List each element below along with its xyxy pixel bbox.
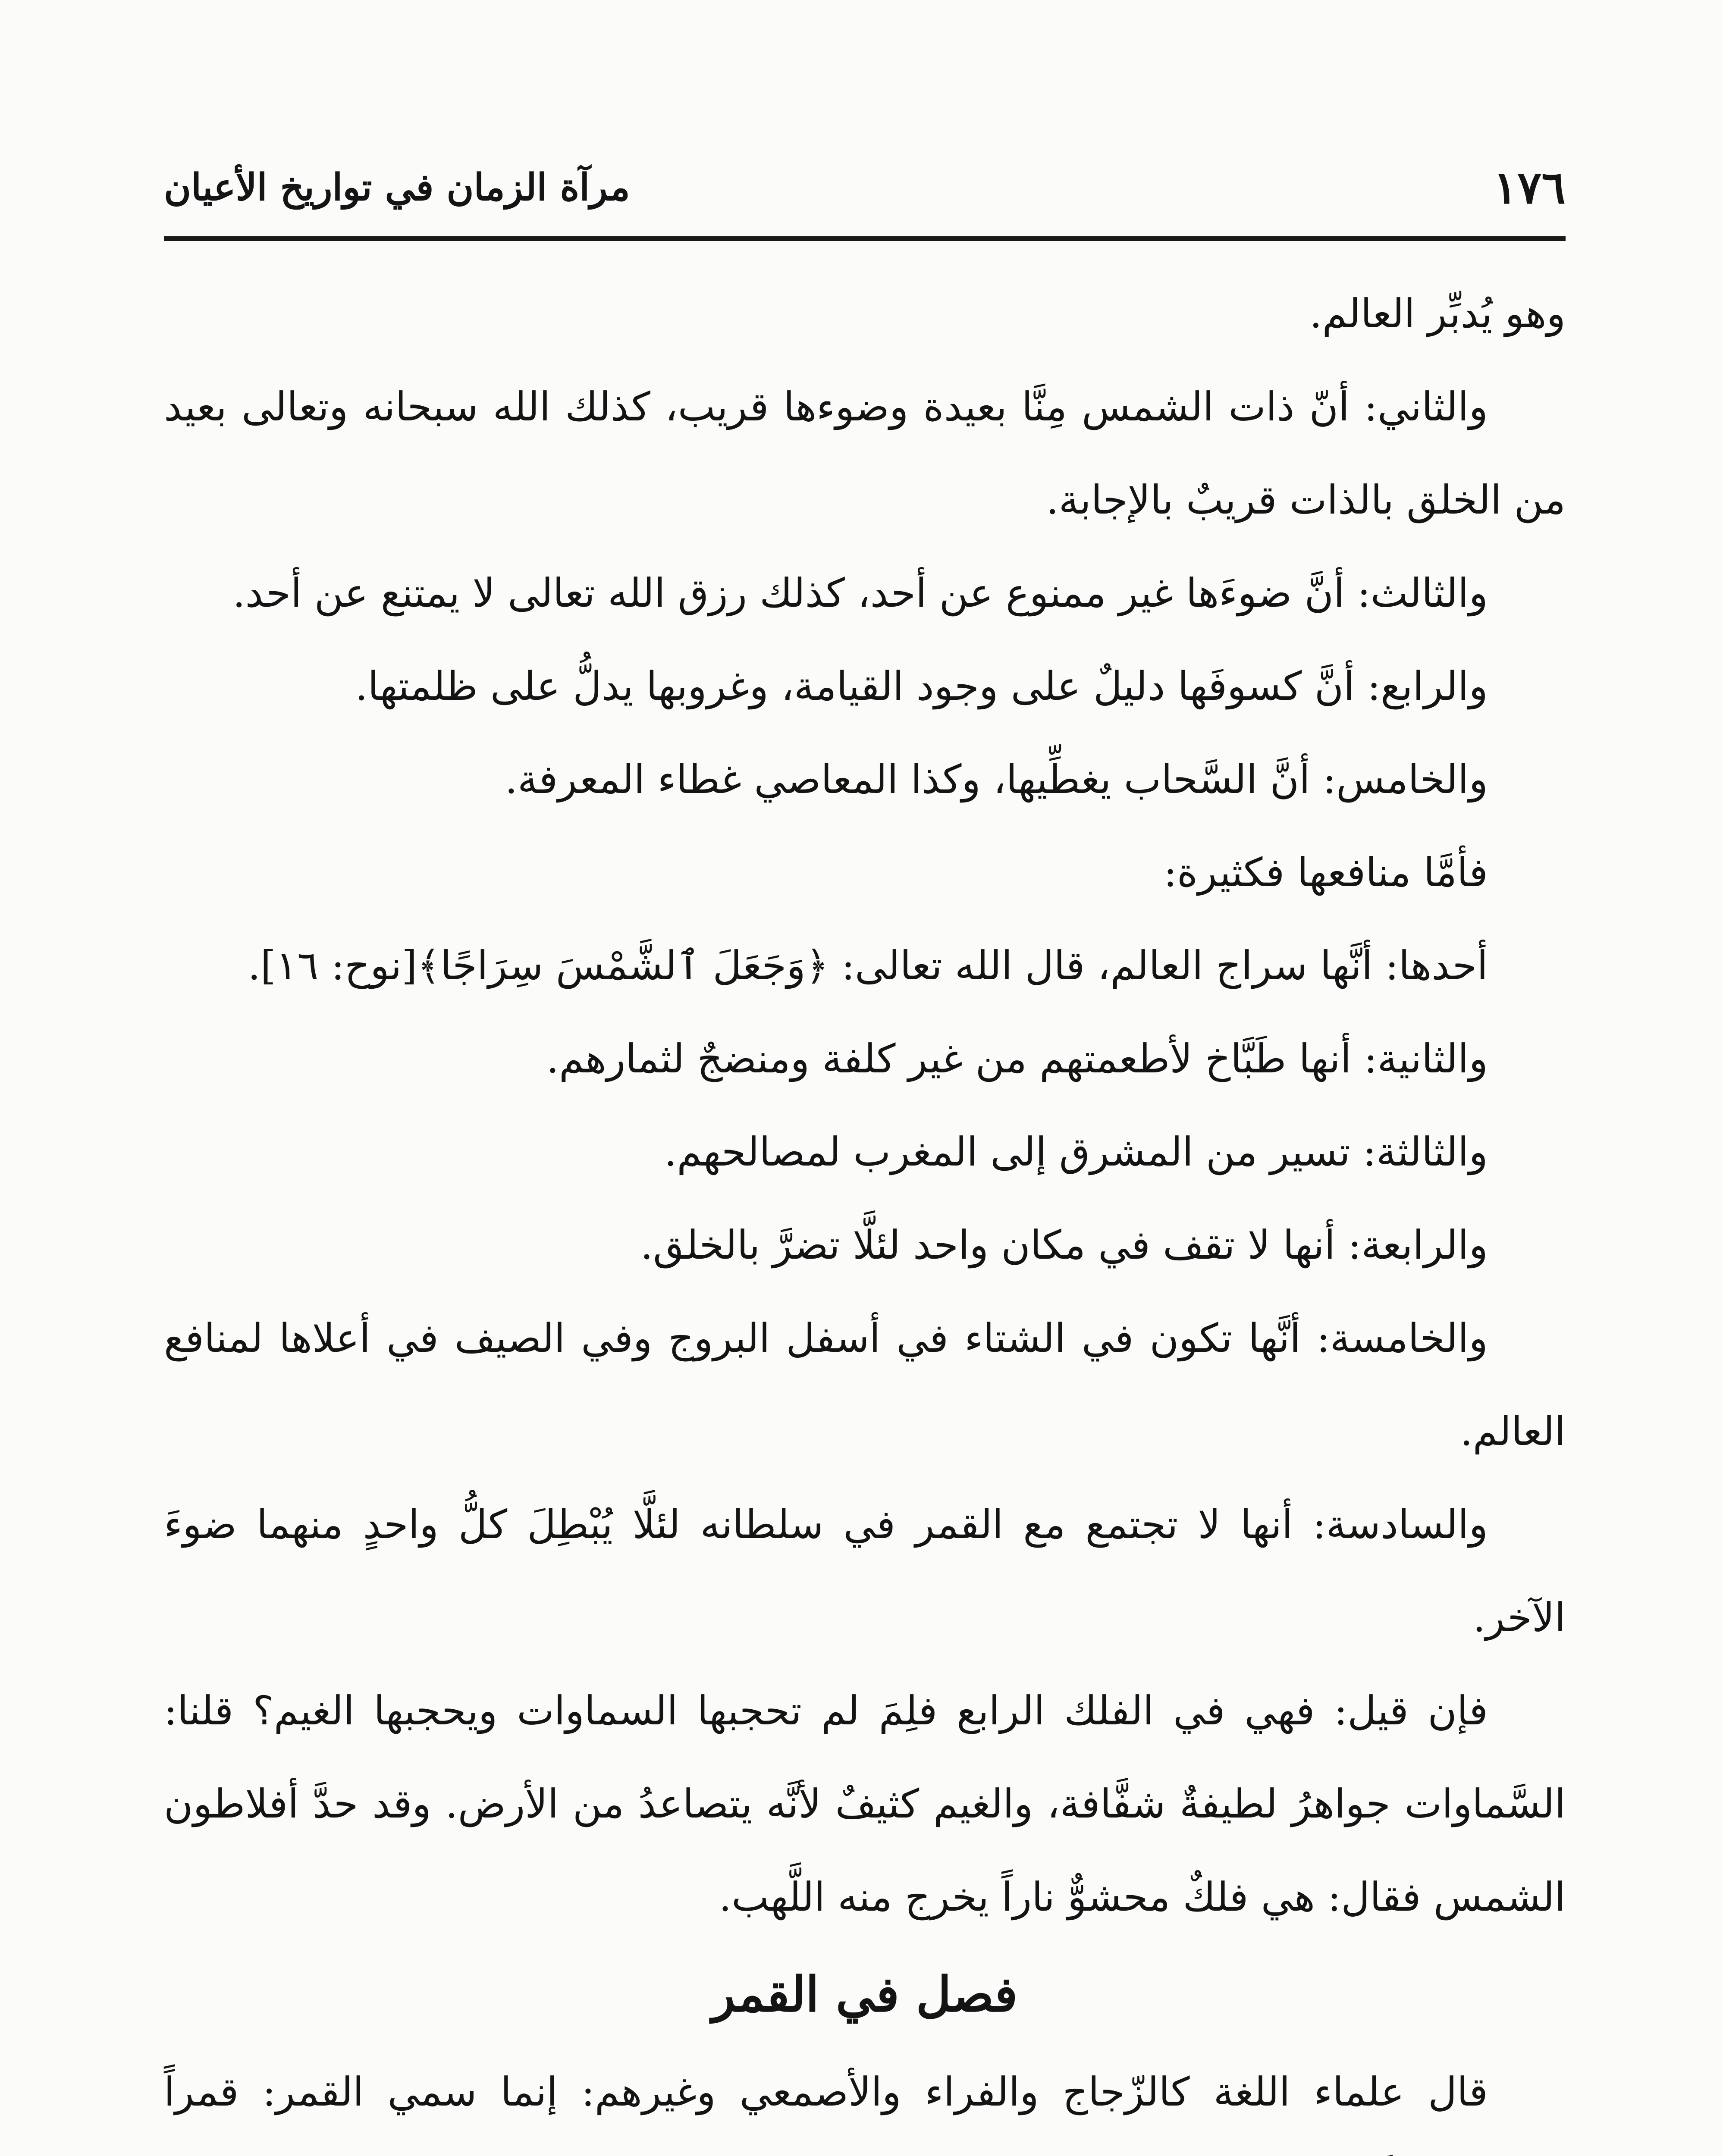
paragraph: والثاني: أنّ ذات الشمس مِنَّا بعيدة وضوءها قريب، كذلك الله سبحانه وتعالى بعيد من الخلق بالذات قريبٌ بالإجابة. [164, 384, 1566, 523]
paragraph: أحدها: أنَّها سراج العالم، قال الله تعالى: ﴿وَجَعَلَ ٱلشَّمْسَ سِرَاجًا﴾[نوح: ١٦]. [248, 943, 1488, 989]
paragraph: والرابع: أنَّ كسوفَها دليلٌ على وجود القيامة، وغروبها يدلُّ على ظلمتها. [355, 663, 1488, 709]
paragraph: وهو يُدبِّر العالم. [1309, 291, 1566, 337]
paragraph: والخامس: أنَّ السَّحاب يغطِّيها، وكذا المعاصي غطاء المعرفة. [505, 756, 1488, 802]
paragraph: والثالث: أنَّ ضوءَها غير ممنوع عن أحد، كذلك رزق الله تعالى لا يمتنع عن أحد. [232, 570, 1488, 616]
section-heading: فصل في القمر [712, 1966, 1018, 2023]
running-header [164, 155, 1566, 220]
paragraph: فأمَّا منافعها فكثيرة: [1164, 849, 1488, 896]
paragraph: والخامسة: أنَّها تكون في الشتاء في أسفل البروج وفي الصيف في أعلاها لمنافع العالم. [164, 1315, 1566, 1454]
paragraph: والسادسة: أنها لا تجتمع مع القمر في سلطانه لئلَّا يُبْطِلَ كلُّ واحدٍ منهما ضوءَ الآخر. [164, 1501, 1566, 1641]
section-intro-text: قال علماء اللغة كالزّجاج والفراء والأصمعي وغيرهم: إنما سمي القمر: قمراً [164, 2069, 1488, 2115]
main-text [164, 267, 1566, 2156]
page-number: ١٧٦ [1493, 161, 1566, 214]
paragraph: والثالثة: تسير من المشرق إلى المغرب لمصالحهم. [664, 1129, 1488, 1175]
book-title: مرآة الزمان في تواريخ الأعيان [164, 166, 630, 209]
paragraph: والثانية: أنها طَبَّاخ لأطعمتهم من غير كلفة ومنضجٌ لثمارهم. [546, 1036, 1488, 1082]
paragraph: فإن قيل: فهي في الفلك الرابع فلِمَ لم تحجبها السماوات ويحجبها الغيم؟ قلنا: السَّماوات جواهرُ لطيفةٌ شفَّافة، والغيم كثيفٌ لأنَّه يتصاعدُ من الأرض. وقد حدَّ أفلاطون الشمس فقال: هي فلكٌ محشوٌّ ناراً يخرج منه اللَّهب. [164, 1688, 1566, 1920]
header-divider [164, 236, 1566, 241]
paragraph: والرابعة: أنها لا تقف في مكان واحد لئلَّا تضرَّ بالخلق. [640, 1222, 1488, 1268]
section-intro-paragraph [164, 2046, 1566, 2156]
